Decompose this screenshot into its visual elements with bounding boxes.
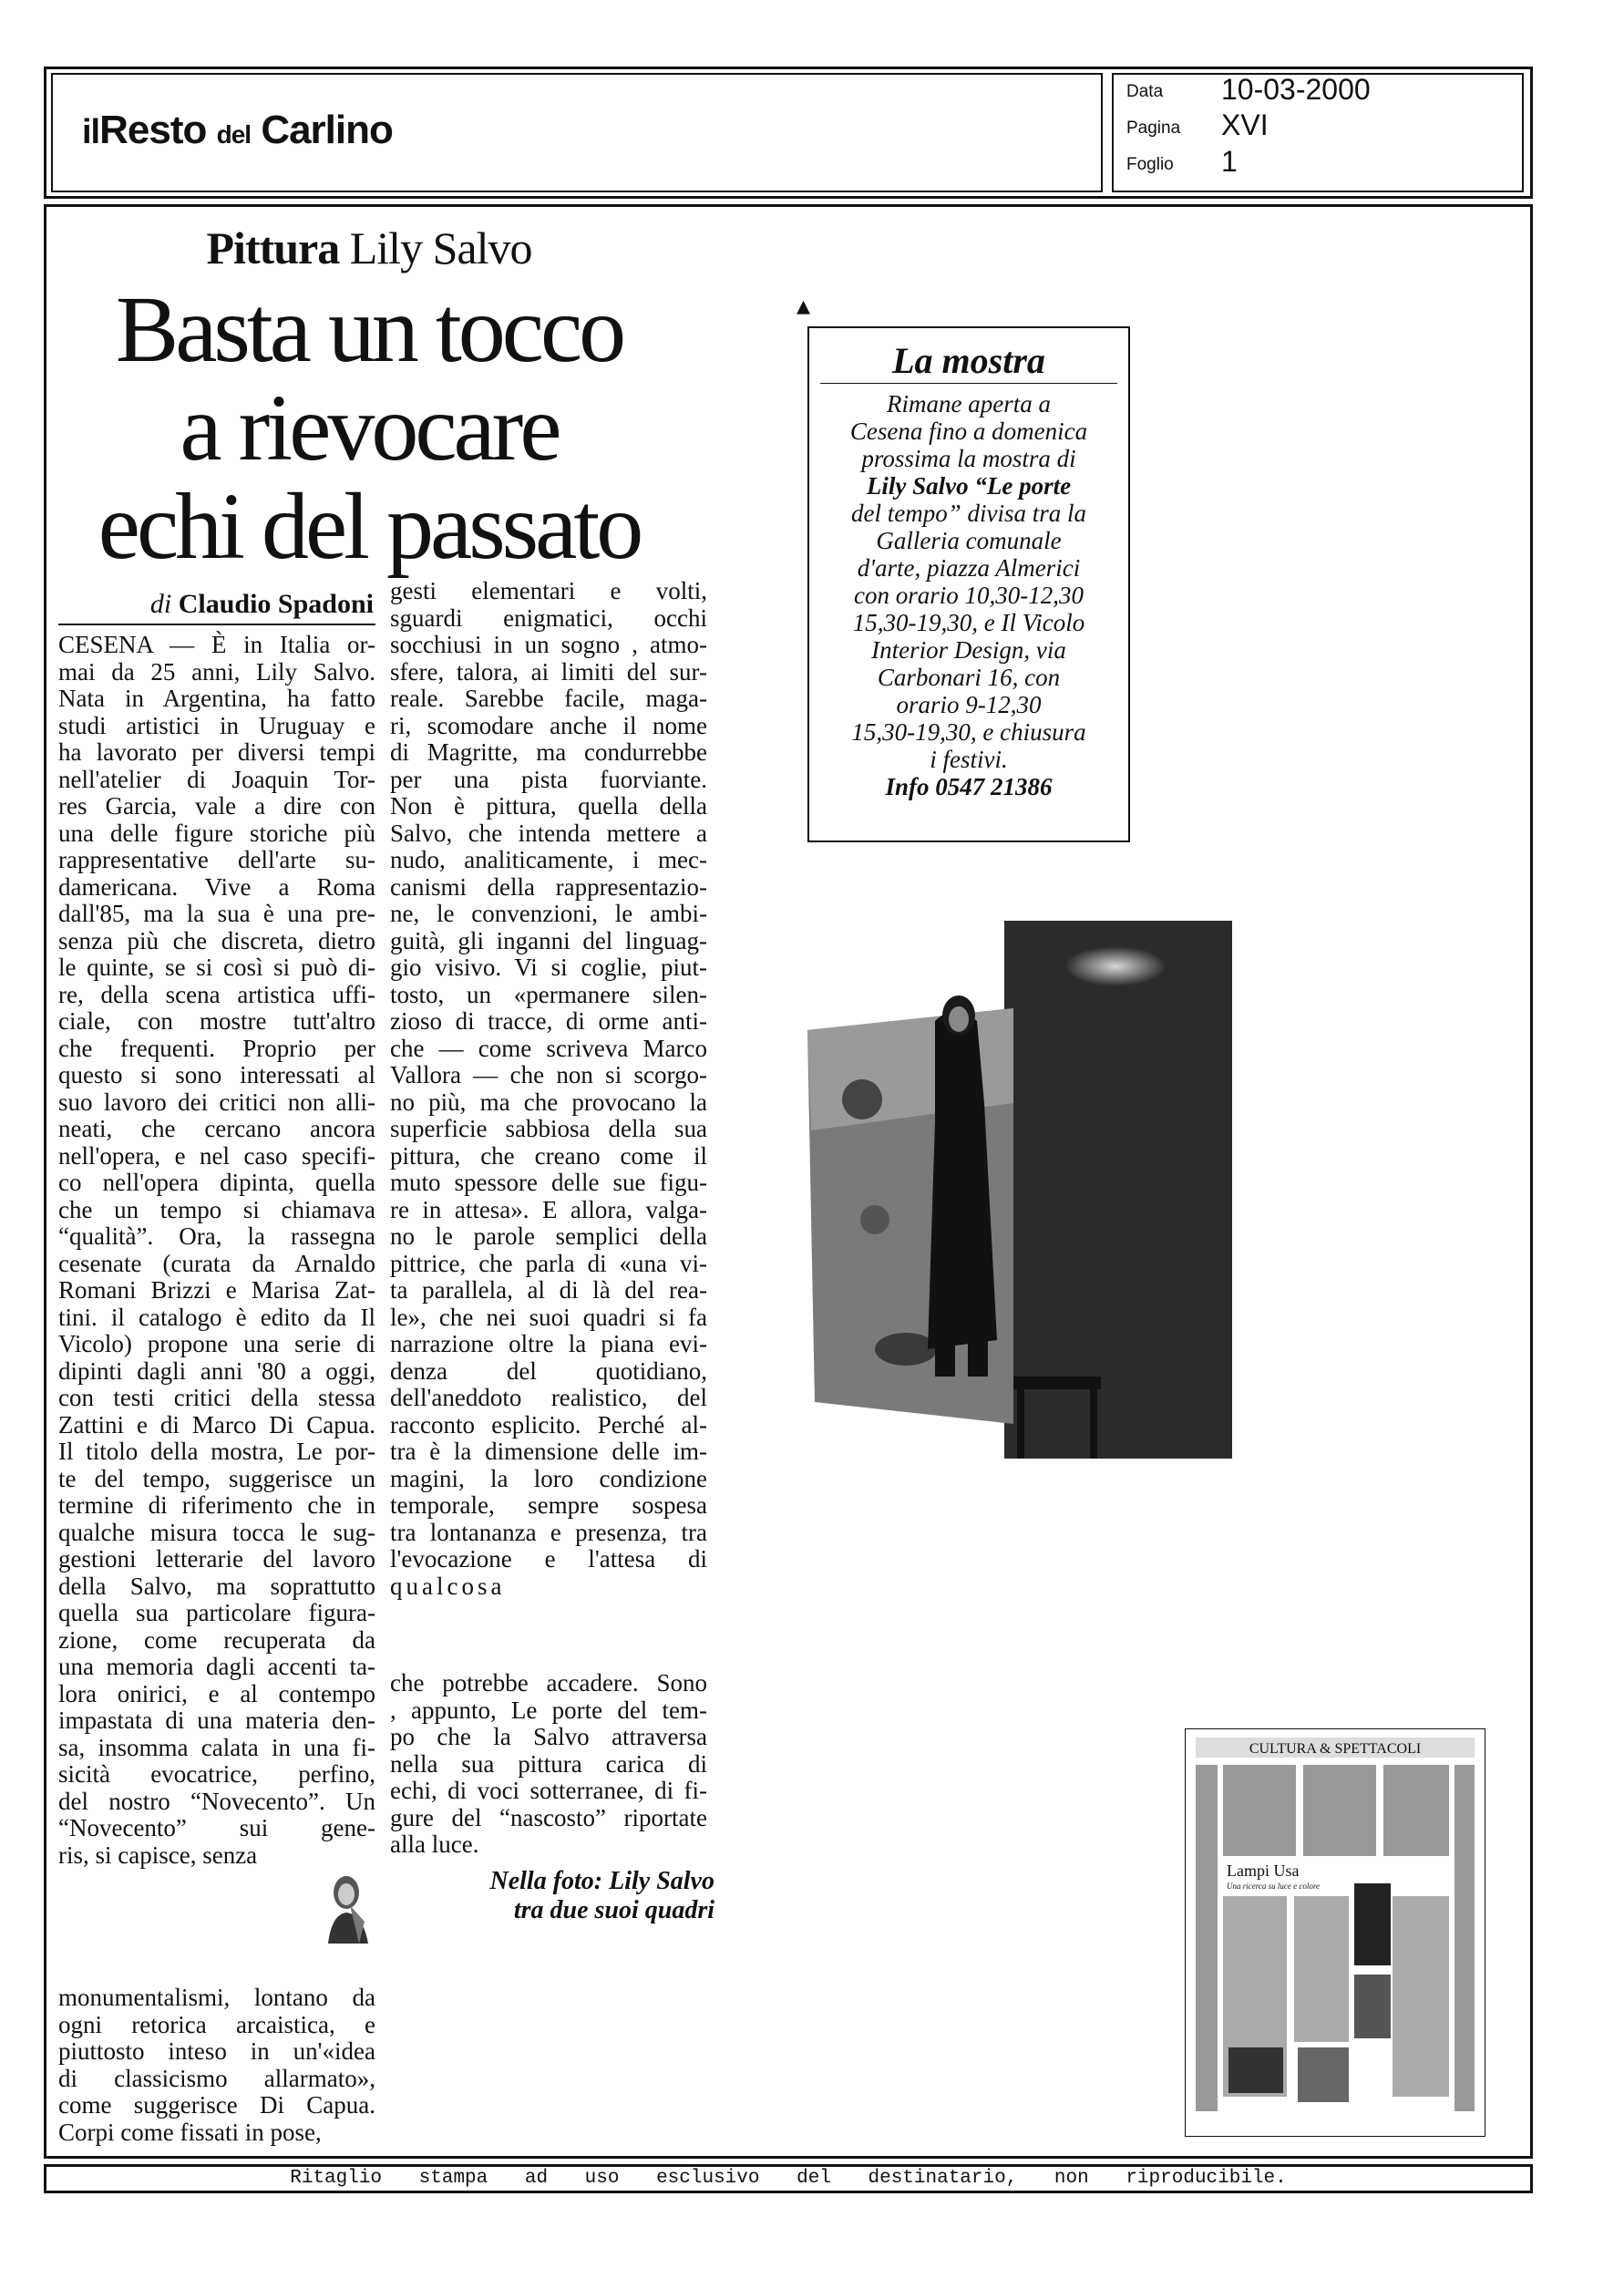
- info-line: Cesena fino a domenica: [849, 418, 1088, 445]
- text-line: magini, la loro condizione: [390, 1464, 707, 1492]
- text-line: dipinti dagli anni '80 a oggi,: [58, 1356, 375, 1385]
- byline-author: Claudio Spadoni: [178, 589, 374, 619]
- text-line: po che la Salvo attraversa: [390, 1723, 707, 1750]
- text-line: dell'aneddoto realistico, del: [390, 1384, 707, 1411]
- text-line: le quinte, se si così si può di-: [58, 954, 375, 981]
- text-line: nell'opera, e nel caso specifi-: [58, 1141, 375, 1170]
- text-line: Vicolo) propone una serie di: [58, 1330, 375, 1357]
- text-line: zioso di tracce, di orme anti-: [390, 1007, 707, 1035]
- logo-word-carlino: Carlino: [261, 108, 393, 152]
- text-line: no le parole semplici della: [390, 1222, 707, 1250]
- thumb-headline: Lampi Usa: [1227, 1861, 1300, 1880]
- text-line: rappresentative dell'arte su-: [58, 846, 375, 873]
- text-line: narrazione oltre la piana evi-: [390, 1330, 707, 1357]
- text-line: neati, che cercano ancora: [58, 1115, 375, 1142]
- text-line: per una pista fuorviante.: [390, 765, 707, 793]
- text-line: co nell'opera dipinta, quella: [58, 1169, 375, 1196]
- text-line: muto spessore delle sue figu-: [390, 1169, 707, 1196]
- info-line: i festivi.: [930, 746, 1008, 773]
- text-line: Non è pittura, quella della: [390, 792, 707, 820]
- text-line: ne, le convenzioni, le ambi-: [390, 900, 707, 927]
- text-line: Vallora — che non si scorgo-: [390, 1061, 707, 1088]
- article-column-3: [390, 1670, 707, 1859]
- text-line: racconto esplicito. Perché al-: [390, 1410, 707, 1439]
- meta-value-pagina: XVI: [1221, 108, 1269, 141]
- text-line: questo si sono interessati al: [58, 1061, 375, 1088]
- text-line: zione, come recuperata da: [58, 1625, 375, 1654]
- text-line: ris, si capisce, senza: [58, 1841, 258, 1869]
- text-line: Il titolo della mostra, Le por-: [58, 1438, 375, 1465]
- text-line: tra lontananza e presenza, tra: [390, 1518, 707, 1546]
- text-line: della Salvo, ma soprattutto: [58, 1572, 375, 1600]
- meta-value-foglio: 1: [1221, 145, 1238, 178]
- logo-word-resto: Resto: [99, 108, 207, 152]
- headline-line: a rievocare: [180, 376, 559, 480]
- text-line: una memoria dagli accenti ta-: [58, 1653, 375, 1680]
- text-line: “Novecento” sui gene-: [58, 1814, 375, 1841]
- logo-word-il: il: [82, 113, 100, 151]
- text-line: CESENA — È in Italia or-: [58, 631, 375, 658]
- text-line: una delle figure storiche più: [58, 819, 375, 847]
- info-line: Lily Salvo “Le porte: [866, 472, 1072, 500]
- text-line: tra è la dimensione delle im-: [390, 1438, 707, 1465]
- text-line: ciale, con mostre tutt'altro: [58, 1007, 375, 1035]
- text-line: ha lavorato per diversi tempi: [58, 738, 375, 766]
- info-line: Galleria comunale: [876, 527, 1062, 554]
- text-line: di classicismo allarmato»,: [58, 2064, 375, 2092]
- info-box-body: [822, 390, 1115, 800]
- text-line: gesti elementari e volti,: [390, 577, 707, 604]
- text-line: suo lavoro dei critici non alli-: [58, 1088, 375, 1116]
- inset-portrait-image: [310, 1869, 372, 1944]
- text-line: alla luce.: [390, 1830, 479, 1858]
- text-line: gestioni letterarie del lavoro: [58, 1545, 375, 1573]
- info-line: prossima la mostra di: [861, 445, 1076, 472]
- text-line: ogni retorica arcaistica, e: [58, 2010, 375, 2038]
- text-line: gio visivo. Vi si coglie, piut-: [390, 954, 707, 981]
- caption-line-2: tra due suoi quadri: [513, 1896, 714, 1924]
- newspaper-page-thumbnail: [1185, 1728, 1485, 2137]
- text-line: termine di riferimento che in: [58, 1491, 375, 1519]
- meta-value-data: 10-03-2000: [1221, 73, 1371, 106]
- text-line: di Magritte, ma condurrebbe: [390, 738, 707, 766]
- text-line: damericana. Vive a Roma: [58, 872, 375, 901]
- logo-word-del: del: [216, 120, 252, 149]
- text-line: senza più che discreta, dietro: [58, 926, 375, 954]
- text-line: nell'atelier di Joaquin Tor-: [58, 765, 375, 793]
- text-line: nella sua pittura carica di: [390, 1749, 707, 1778]
- text-line: sfere, talora, ai limiti del sur-: [390, 657, 707, 686]
- text-line: superficie sabbiosa della sua: [390, 1115, 707, 1142]
- byline: [58, 589, 374, 620]
- text-line: gure del “nascosto” riportate: [390, 1803, 707, 1831]
- info-line: del tempo” divisa tra la: [851, 500, 1086, 527]
- text-line: che — come scriveva Marco: [390, 1034, 707, 1062]
- article-kicker: [55, 222, 684, 274]
- text-line: dall'85, ma la sua è una pre-: [58, 900, 375, 927]
- meta-label-data: Data: [1126, 82, 1164, 101]
- text-line: Corpi come fissati in pose,: [58, 2118, 322, 2146]
- text-line: qualche misura tocca le sug-: [58, 1518, 375, 1546]
- text-line: re, della scena artistica uffi-: [58, 980, 375, 1008]
- text-line: pittura, che creano come il: [390, 1141, 707, 1170]
- text-line: te del tempo, suggerisce un: [58, 1464, 375, 1492]
- meta-label-foglio: Foglio: [1126, 155, 1174, 174]
- newspaper-logo: [82, 108, 393, 153]
- text-line: che frequenti. Proprio per: [58, 1034, 375, 1062]
- text-line: socchiusi in un sogno , atmo-: [390, 631, 707, 658]
- info-line: 15,30-19,30, e Il Vicolo: [852, 609, 1085, 636]
- text-line: sicità evocatrice, perfino,: [58, 1760, 375, 1788]
- text-line: reale. Sarebbe facile, maga-: [390, 685, 707, 712]
- text-line: Zattini e di Marco Di Capua.: [58, 1410, 375, 1439]
- text-line: nudo, analiticamente, i mec-: [390, 846, 707, 873]
- info-line: con orario 10,30-12,30: [854, 582, 1084, 609]
- meta-label-pagina: Pagina: [1126, 119, 1181, 138]
- text-line: “qualità”. Ora, la rassegna: [58, 1222, 375, 1250]
- article-column-1-continued: [58, 1985, 375, 2146]
- text-line: lora onirici, e al contempo: [58, 1679, 375, 1707]
- text-line: che potrebbe accadere. Sono: [390, 1669, 707, 1696]
- info-line: Interior Design, via: [871, 636, 1066, 664]
- kicker-subject: Lily Salvo: [349, 222, 532, 273]
- text-line: , appunto, Le porte del tem-: [390, 1696, 707, 1724]
- photo-caption: [390, 1867, 714, 1925]
- text-line: sa, insomma calata in una fi-: [58, 1733, 375, 1761]
- info-line: d'arte, piazza Almerici: [857, 554, 1081, 582]
- text-line: Romani Brizzi e Marisa Zat-: [58, 1276, 375, 1304]
- headline-line: echi del passato: [98, 474, 641, 579]
- info-line: orario 9-12,30: [896, 691, 1042, 718]
- text-line: impastata di una materia den-: [58, 1707, 375, 1734]
- text-line: denza del quotidiano,: [390, 1356, 707, 1385]
- thumb-subhead: Una ricerca su luce e colore: [1227, 1882, 1321, 1891]
- text-line: piuttosto inteso in un'«idea: [58, 2037, 375, 2065]
- byline-prefix: di: [149, 589, 172, 619]
- text-line: del nostro “Novecento”. Un: [58, 1787, 375, 1815]
- article-column-2: [390, 578, 707, 1600]
- text-line: temporale, sempre sospesa: [390, 1491, 707, 1519]
- text-line: Salvo, che intenda mettere a: [390, 819, 707, 847]
- text-line: Nata in Argentina, ha fatto: [58, 685, 375, 712]
- print-mark-icon: ▴: [797, 291, 811, 321]
- info-line: Rimane aperta a: [887, 390, 1051, 418]
- text-line: le», che nei suoi quadri si fa: [390, 1303, 707, 1331]
- text-line: canismi della rappresentazio-: [390, 872, 707, 901]
- info-line: 15,30-19,30, e chiusura: [851, 718, 1086, 746]
- text-line: tosto, un «permanere silen-: [390, 980, 707, 1008]
- info-phone: Info 0547 21386: [885, 773, 1053, 800]
- text-line: echi, di voci sotterranee, di fi-: [390, 1777, 707, 1804]
- text-line: quella sua particolare figura-: [58, 1599, 375, 1626]
- byline-rule: [58, 624, 375, 625]
- caption-line-1: Nella foto: Lily Salvo: [489, 1867, 714, 1895]
- text-line: guità, gli inganni del linguag-: [390, 926, 707, 954]
- text-line: no più, ma che provocano la: [390, 1088, 707, 1116]
- text-line: re in attesa». E allora, valga-: [390, 1195, 707, 1223]
- text-line: studi artistici in Uruguay e: [58, 711, 375, 739]
- headline-line: Basta un tocco: [115, 277, 623, 382]
- text-line: res Garcia, vale a dire con: [58, 792, 375, 820]
- thumb-section: CULTURA & SPETTACOLI: [1249, 1741, 1422, 1757]
- text-line: sguardi enigmatici, occhi: [390, 603, 707, 632]
- artist-photo-image: [798, 921, 1232, 1471]
- text-line: che un tempo si chiamava: [58, 1195, 375, 1223]
- text-line: come suggerisce Di Capua.: [58, 2091, 375, 2119]
- text-line: qualcosa: [390, 1572, 506, 1600]
- text-line: ri, scomodare anche il nome: [390, 711, 707, 739]
- text-line: mai da 25 anni, Lily Salvo.: [58, 657, 375, 686]
- text-line: monumentalismi, lontano da: [58, 1984, 375, 2011]
- article-column-1: [58, 632, 375, 1869]
- text-line: tini. il catalogo è edito da Il: [58, 1303, 375, 1331]
- article-headline: [55, 277, 684, 579]
- text-line: cesenate (curata da Arnaldo: [58, 1249, 375, 1277]
- text-line: pittrice, che parla di «una vi-: [390, 1249, 707, 1277]
- footer-disclaimer: Ritaglio stampa ad uso esclusivo del destinatario, non riproducibile.: [290, 2168, 1287, 2189]
- text-line: l'evocazione e l'attesa di: [390, 1545, 707, 1573]
- info-box-title: La mostra: [892, 340, 1045, 381]
- text-line: con testi critici della stessa: [58, 1384, 375, 1411]
- info-box-rule: [820, 383, 1117, 384]
- info-line: Carbonari 16, con: [877, 664, 1061, 691]
- text-line: ta parallela, al di là del rea-: [390, 1276, 707, 1304]
- kicker-section: Pittura: [206, 222, 340, 273]
